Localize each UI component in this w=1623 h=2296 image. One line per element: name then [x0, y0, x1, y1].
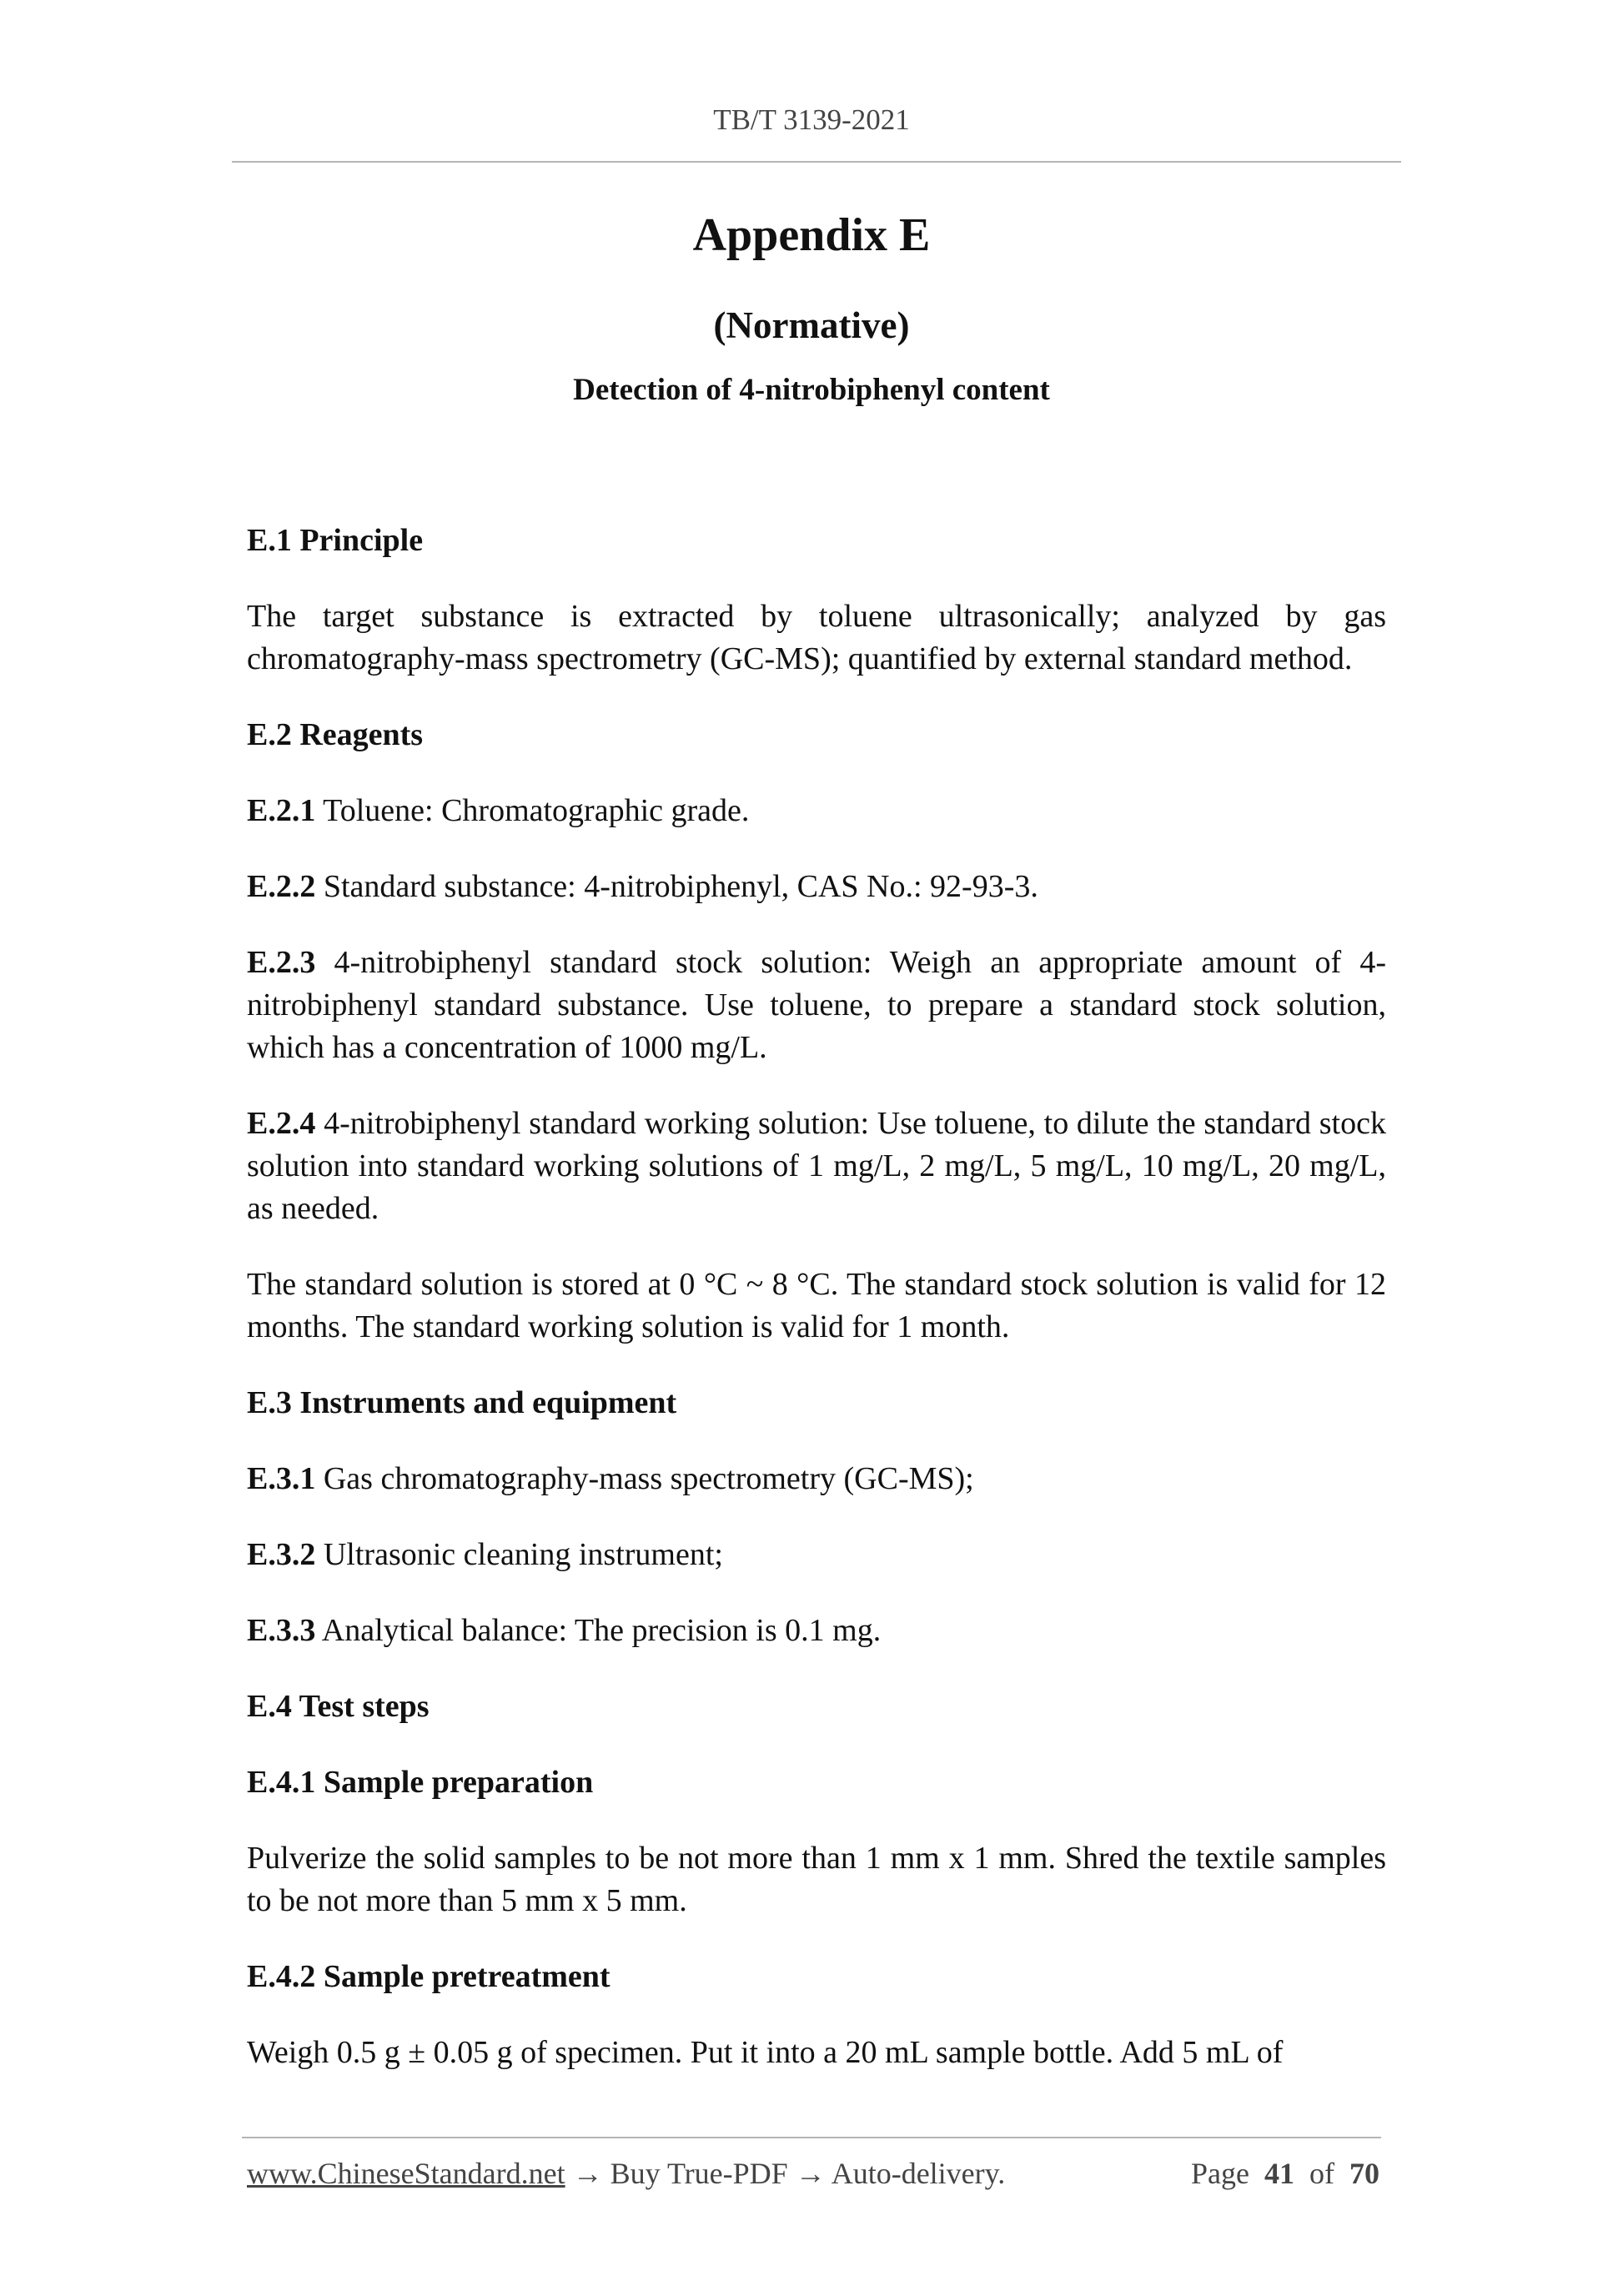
appendix-title: Appendix E: [692, 209, 931, 261]
of-label: of: [1309, 2157, 1334, 2190]
arrow-right-icon: →: [795, 2157, 826, 2190]
clause-text: Standard substance: 4-nitrobiphenyl, CAS No.: 92-93-3.: [315, 869, 1038, 904]
clause-e3-3: [247, 1610, 1386, 1652]
section-heading-e3: E.3 Instruments and equipment: [247, 1385, 677, 1420]
page-label: Page: [1191, 2157, 1249, 2190]
auto-delivery-text: Auto-delivery.: [831, 2157, 1006, 2190]
clause-text: Toluene: Chromatographic grade.: [315, 793, 750, 828]
normative-label: (Normative): [713, 304, 910, 346]
document-body: [247, 520, 1386, 2108]
clause-text: Analytical balance: The precision is 0.1 mg.: [315, 1613, 882, 1648]
arrow-right-icon: →: [572, 2157, 603, 2190]
footer-promo: [247, 2156, 1005, 2191]
clause-e2-1: [247, 790, 1386, 832]
paragraph-storage: The standard solution is stored at 0 °C ~ 8 °C. The standard stock solution is valid for 12 months. The standard working solution is valid for 1 month.: [247, 1267, 1386, 1344]
clause-number: E.3.3: [247, 1613, 316, 1648]
clause-e2-3: [247, 942, 1386, 1069]
document-id-header: TB/T 3139-2021: [713, 103, 910, 136]
paragraph-e4-2: Weigh 0.5 g ± 0.05 g of specimen. Put it into a 20 mL sample bottle. Add 5 mL of: [247, 2035, 1284, 2070]
paragraph-e4-1: Pulverize the solid samples to be not more than 1 mm x 1 mm. Shred the textile samples to be not more than 5 mm x 5 mm.: [247, 1841, 1386, 1918]
clause-e3-1: [247, 1458, 1386, 1500]
paragraph-e1: The target substance is extracted by toluene ultrasonically; analyzed by gas chromatography-mass spectrometry (GC-MS); quantified by external standard method.: [247, 599, 1386, 676]
buy-true-pdf-text: Buy True-PDF: [610, 2157, 788, 2190]
section-heading-e2: E.2 Reagents: [247, 717, 424, 752]
page-number: [1191, 2156, 1379, 2191]
clause-text: 4-nitrobiphenyl standard working solution: Use toluene, to dilute the standard stock solution into standard working solutions of 1 mg/L, 2 mg/L, 5 mg/L, 10 mg/L, 20 mg/L, as needed.: [247, 1106, 1386, 1226]
footer-divider: [242, 2137, 1381, 2138]
clause-e2-2: [247, 866, 1386, 908]
current-page: 41: [1264, 2157, 1294, 2190]
website-link[interactable]: www.ChineseStandard.net: [247, 2157, 565, 2190]
clause-number: E.3.1: [247, 1461, 316, 1496]
total-pages: 70: [1349, 2157, 1379, 2190]
clause-e2-4: [247, 1103, 1386, 1230]
section-heading-e4: E.4 Test steps: [247, 1689, 430, 1724]
clause-text: Ultrasonic cleaning instrument;: [315, 1537, 723, 1572]
appendix-subtitle: Detection of 4-nitrobiphenyl content: [573, 373, 1050, 407]
clause-number: E.2.1: [247, 793, 316, 828]
clause-number: E.2.4: [247, 1106, 316, 1141]
section-heading-e4-2: E.4.2 Sample pretreatment: [247, 1959, 611, 1994]
clause-e3-2: [247, 1534, 1386, 1576]
header-divider: [232, 161, 1401, 163]
section-heading-e1: E.1 Principle: [247, 523, 424, 558]
section-heading-e4-1: E.4.1 Sample preparation: [247, 1765, 594, 1800]
clause-text: 4-nitrobiphenyl standard stock solution: Weigh an appropriate amount of 4-nitrobiphenyl standard substance. Use toluene, to prepare a standard stock solution, which has a concentration of 1000 mg/L.: [247, 945, 1386, 1065]
clause-text: Gas chromatography-mass spectrometry (GC-MS);: [315, 1461, 974, 1496]
clause-number: E.3.2: [247, 1537, 316, 1572]
clause-number: E.2.3: [247, 945, 316, 980]
clause-number: E.2.2: [247, 869, 316, 904]
